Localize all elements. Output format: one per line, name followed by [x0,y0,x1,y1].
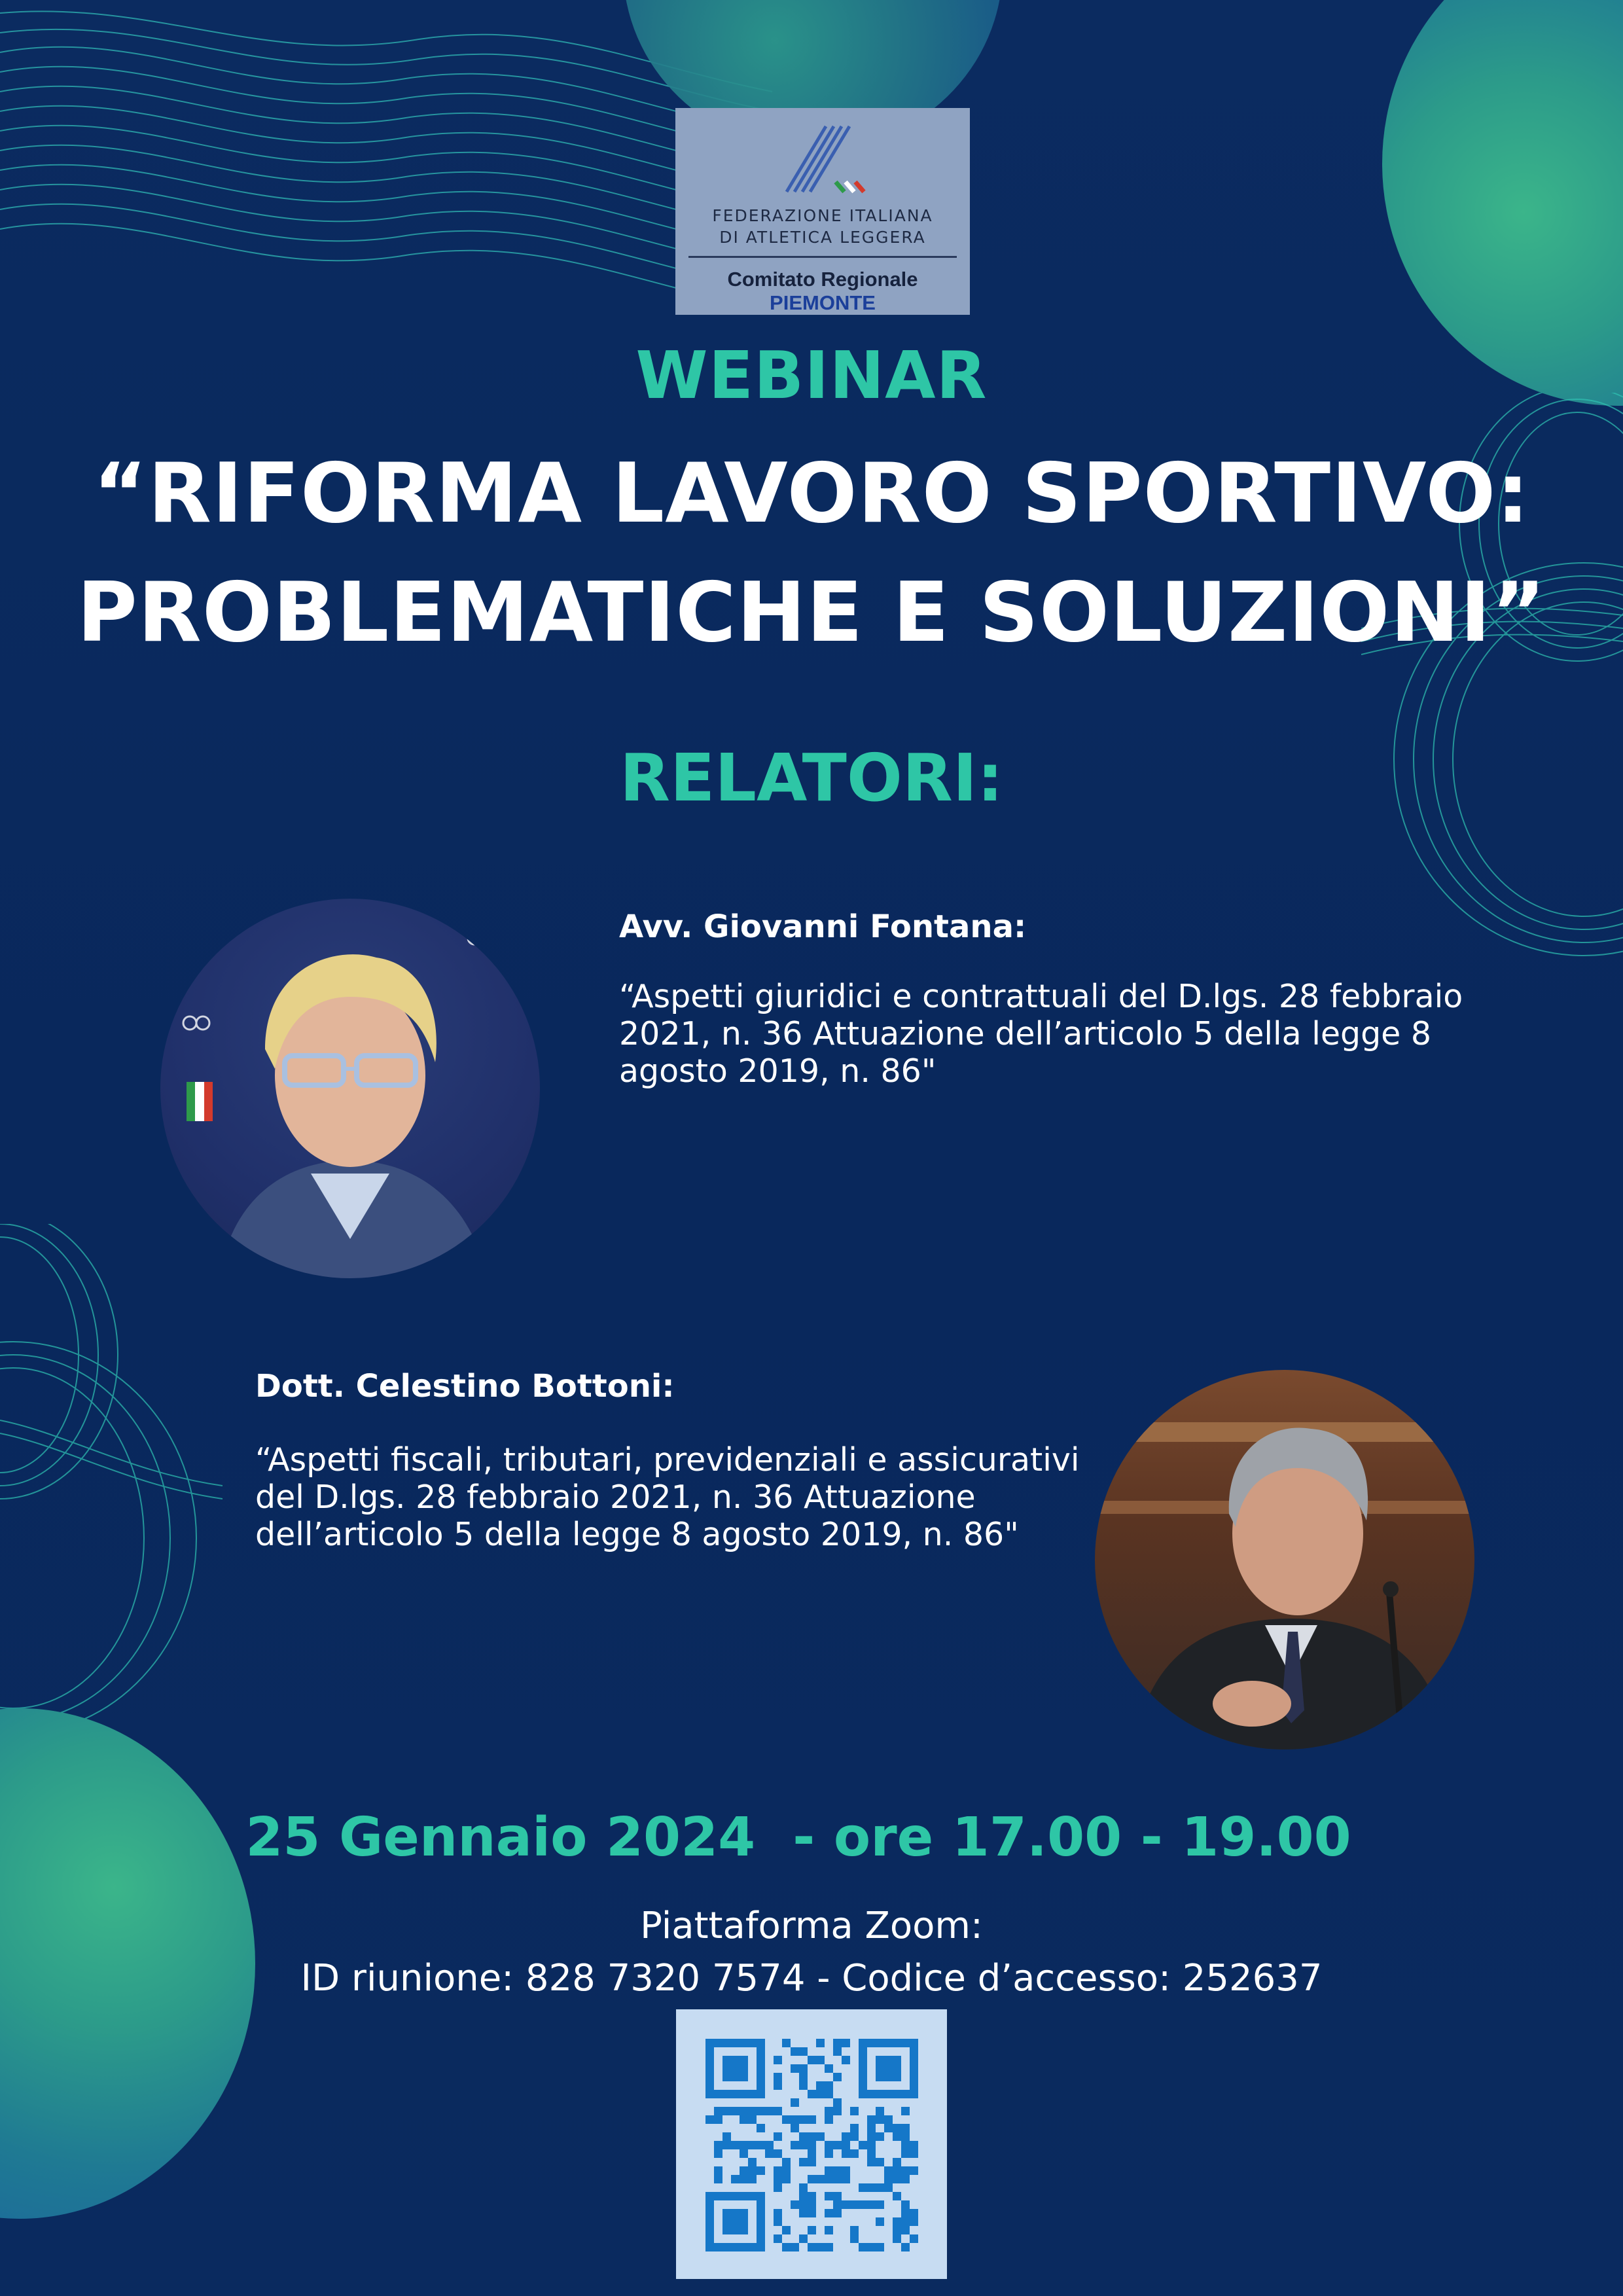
speaker-photo [160,899,540,1278]
speaker-topic: “Aspetti fiscali, tributari, previdenziali e assicurativi del D.lgs. 28 febbraio 2021, n. 36 Attuazione dell’articolo 5 della legge 8 agosto 2019, n. 86" [255,1441,1080,1553]
speaker-name: Avv. Giovanni Fontana: [619,908,1027,945]
speaker-name: Dott. Celestino Bottoni: [255,1368,675,1405]
platform-label: Piattaforma Zoom: [640,1905,983,1947]
logo-text-committee: Comitato Regionale [727,268,918,291]
webinar-label: WEBINAR [635,337,988,414]
meeting-info: ID riunione: 828 7320 7574 - Codice d’accesso: 252637 [300,1957,1323,2000]
fidal-emblem-icon [774,120,878,198]
logo-text-region: PIEMONTE [770,291,876,314]
event-date-time: 25 Gennaio 2024 - ore 17.00 - 19.00 [245,1806,1351,1869]
qr-code-icon [676,2009,947,2279]
logo-text-line2: DI ATLETICA LEGGERA [719,228,926,247]
logo-text-line1: FEDERAZIONE ITALIANA [712,206,933,225]
title-line2: PROBLEMATICHE E SOLUZIONI” [77,564,1546,660]
qr-code [676,2009,947,2279]
logo-text-line3 [675,268,970,315]
speaker-photo [1095,1370,1474,1749]
speakers-label: RELATORI: [619,740,1004,816]
logo-divider [688,256,957,258]
fidal-logo [675,108,970,315]
mesh-left-decoration [0,1224,223,1767]
title-line1: “RIFORMA LAVORO SPORTIVO: [93,445,1530,541]
speaker-topic: “Aspetti giuridici e contrattuali del D.lgs. 28 febbraio 2021, n. 36 Attuazione dell’articolo 5 della legge 8 agosto 2019, n. 86" [619,978,1463,1090]
